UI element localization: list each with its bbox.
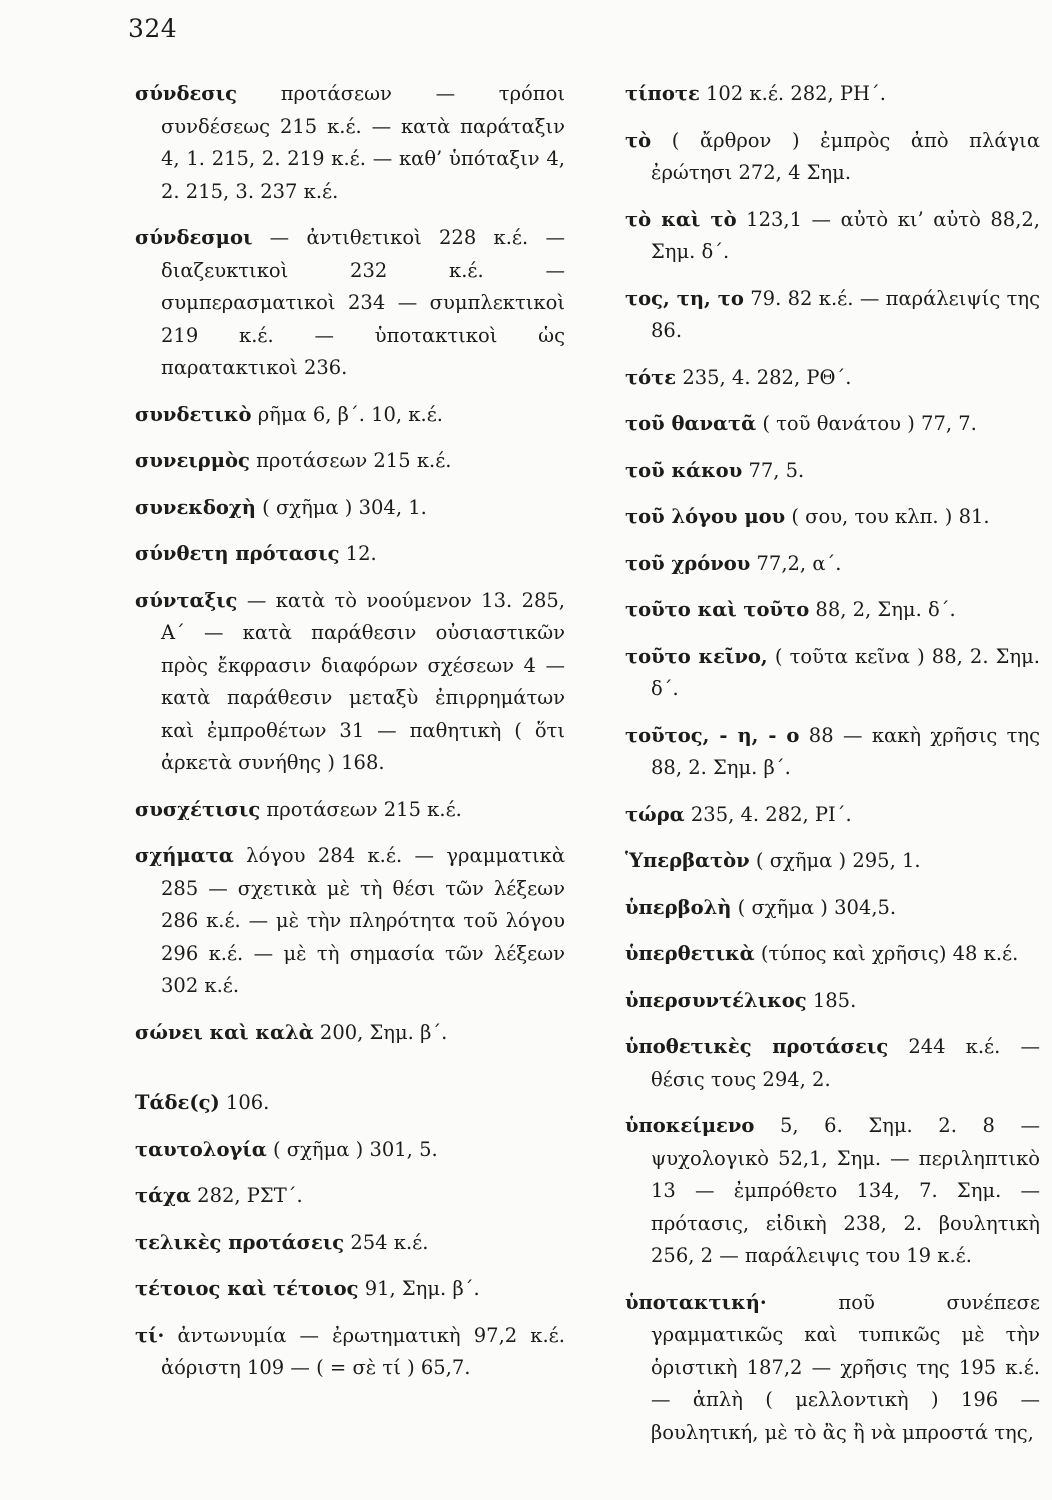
- index-column-left: [135, 78, 565, 1399]
- entry-text: ( σχῆμα ) 301, 5.: [272, 1137, 438, 1161]
- index-entry: [625, 455, 1040, 488]
- entry-lemma: τὸ καὶ τὸ: [625, 207, 737, 231]
- section-gap: [135, 1063, 565, 1087]
- index-entry: [135, 1273, 565, 1306]
- entry-text: 77,2, α΄.: [756, 551, 842, 575]
- entry-text: 91, Σημ. β΄.: [364, 1277, 480, 1300]
- index-entry: [625, 78, 1040, 111]
- entry-text: 235, 4. 282, ΡΙ΄.: [690, 802, 852, 826]
- index-entry: [135, 585, 565, 780]
- index-entry: [135, 222, 565, 385]
- entry-lemma: ὑποτακτική·: [625, 1290, 767, 1314]
- index-entry: [625, 985, 1040, 1018]
- entry-lemma: τοῦτο καὶ τοῦτο: [625, 598, 810, 621]
- entry-lemma: ὑπερσυντέλικος: [625, 988, 807, 1012]
- entry-lemma: τοῦτο κεῖνο,: [625, 644, 768, 668]
- entry-text: 123,1 — αὐτὸ κι’ αὐτὸ 88,2, Σημ. δ΄.: [651, 207, 1041, 263]
- entry-lemma: ὑπερβολὴ: [625, 895, 732, 919]
- index-entry: [135, 399, 565, 432]
- index-entry: [625, 892, 1040, 925]
- index-entry: [135, 538, 565, 571]
- entry-text: 254 κ.έ.: [350, 1230, 429, 1254]
- entry-lemma: τέτοιος καὶ τέτοιος: [135, 1277, 359, 1300]
- entry-lemma: ὑπερθετικὰ: [625, 942, 755, 965]
- entry-lemma: τελικὲς προτάσεις: [135, 1230, 345, 1254]
- entry-text: ποῦ συνέπεσε γραμματικῶς καὶ τυπικῶς μὲ τὴν ὁριστικὴ 187,2 — χρῆσις της 195 κ.έ. — ἁπλὴ ( μελλοντικὴ ) 196 — βουλητική, μὲ τὸ ἂς ἢ νὰ μπροστά της,: [651, 1290, 1040, 1444]
- entry-lemma: Τάδε(ς): [135, 1091, 220, 1114]
- entry-lemma: συνειρμὸς: [135, 449, 250, 472]
- entry-lemma: τος, τη, το: [625, 286, 744, 310]
- entry-lemma: τοῦ θανατᾶ: [625, 412, 757, 435]
- index-entry: [135, 78, 565, 208]
- index-entry: [135, 1087, 565, 1120]
- index-entry: [625, 641, 1040, 706]
- index-entry: [625, 720, 1040, 785]
- index-entry: [625, 548, 1040, 581]
- entry-lemma: τίποτε: [625, 82, 700, 105]
- index-entry: [625, 845, 1040, 878]
- entry-text: 12.: [345, 542, 377, 565]
- page-number: 324: [128, 14, 178, 43]
- index-entry: [625, 362, 1040, 395]
- entry-text: προτάσεων — τρόποι συνδέσεως 215 κ.έ. — κατὰ παράταξιν 4, 1. 215, 2. 219 κ.έ. — καθ’ ὑπόταξιν 4, 2. 215, 3. 237 κ.έ.: [161, 82, 565, 203]
- entry-lemma: συσχέτισις: [135, 797, 261, 821]
- index-entry: [135, 1320, 565, 1385]
- index-entry: [625, 501, 1040, 534]
- entry-text: ( τοῦ θανάτου ) 77, 7.: [762, 412, 977, 435]
- entry-lemma: συνδετικὸ: [135, 402, 252, 426]
- entry-text: ( τοῦτα κεῖνα ) 88, 2. Σημ. δ΄.: [651, 644, 1040, 700]
- entry-lemma: σύνδεσις: [135, 82, 237, 105]
- index-entry: [625, 799, 1040, 832]
- entry-lemma: τώρα: [625, 802, 685, 826]
- entry-text: 282, ΡΣΤ΄.: [197, 1184, 303, 1207]
- entry-lemma: τί·: [135, 1323, 165, 1347]
- entry-text: 77, 5.: [748, 458, 805, 482]
- index-entry: [135, 840, 565, 1003]
- index-entry: [625, 204, 1040, 269]
- index-entry: [625, 283, 1040, 348]
- entry-text: ( σου, του κλπ. ) 81.: [791, 505, 990, 528]
- index-entry: [625, 1031, 1040, 1096]
- entry-text: λόγου 284 κ.έ. — γραμματικὰ 285 — σχετικὰ μὲ τὴ θέσι τῶν λέξεων 286 κ.έ. — μὲ τὴν πληρότητα τοῦ λόγου 296 κ.έ. — μὲ τὴ σημασία τῶν λέξεων 302 κ.έ.: [161, 844, 565, 997]
- entry-lemma: τοῦ κάκου: [625, 458, 743, 482]
- index-entry: [625, 938, 1040, 971]
- entry-lemma: συνεκδοχὴ: [135, 495, 256, 519]
- entry-lemma: τοῦ χρόνου: [625, 551, 751, 575]
- entry-lemma: σύνδεσμοι: [135, 226, 253, 249]
- entry-text: 88 — κακὴ χρῆσις της 88, 2. Σημ. β΄.: [651, 723, 1041, 779]
- entry-text: — ἀντιθετικοὶ 228 κ.έ. — διαζευκτικοὶ 232 κ.έ. — συμπερασματικοὶ 234 — συμπλεκτικοὶ 219 κ.έ. — ὑποτακτικοὶ ὡς παρατακτικοὶ 236.: [161, 226, 565, 379]
- entry-text: προτάσεων 215 κ.έ.: [256, 449, 452, 472]
- entry-text: ( ἄρθρον ) ἐμπρὸς ἀπὸ πλάγια ἐρώτησι 272, 4 Σημ.: [651, 128, 1040, 184]
- entry-text: προτάσεων 215 κ.έ.: [266, 797, 462, 821]
- index-entry: [135, 1227, 565, 1260]
- index-entry: [625, 408, 1040, 441]
- entry-lemma: σώνει καὶ καλὰ: [135, 1020, 314, 1044]
- entry-lemma: τὸ: [625, 128, 652, 152]
- entry-text: ( σχῆμα ) 295, 1.: [755, 849, 921, 872]
- entry-lemma: τότε: [625, 365, 677, 389]
- entry-text: ἀντωνυμία — ἐρωτηματικὴ 97,2 κ.έ. ἀόριστη 109 — ( = σὲ τί ) 65,7.: [161, 1323, 565, 1379]
- entry-lemma: σχήματα: [135, 844, 234, 867]
- index-entry: [135, 1134, 565, 1167]
- entry-text: 244 κ.έ. — θέσις τους 294, 2.: [651, 1035, 1040, 1091]
- entry-lemma: τοῦτος, - η, - ο: [625, 723, 800, 747]
- entry-text: (τύπος καὶ χρῆσις) 48 κ.έ.: [760, 942, 1019, 965]
- entry-lemma: σύνταξις: [135, 588, 238, 612]
- entry-text: ρῆμα 6, β΄. 10, κ.έ.: [257, 402, 443, 426]
- index-entry: [625, 1110, 1040, 1273]
- index-entry: [625, 125, 1040, 190]
- entry-text: — κατὰ τὸ νοούμενον 13. 285, Α΄ — κατὰ παράθεσιν οὐσιαστικῶν πρὸς ἔκφρασιν διαφόρων σχέσεων 4 — κατὰ παράθεσιν μεταξὺ ἐπιρρημάτων καὶ ἐμπροθέτων 31 — παθητικὴ ( ὅτι ἀρκετὰ συνήθης ) 168.: [161, 588, 565, 774]
- entry-text: 5, 6. Σημ. 2. 8 — ψυχολογικὸ 52,1, Σημ. — περιληπτικὸ 13 — ἐμπρόθετο 134, 7. Σημ. — πρότασις, εἰδικὴ 238, 2. βουλητικὴ 256, 2 — παράλειψις του 19 κ.έ.: [651, 1114, 1040, 1267]
- entry-lemma: ὑποθετικὲς προτάσεις: [625, 1035, 889, 1058]
- entry-lemma: τοῦ λόγου μου: [625, 505, 786, 528]
- index-column-right: [625, 78, 1040, 1463]
- index-entry: [625, 594, 1040, 627]
- index-entry: [135, 492, 565, 525]
- index-entry: [135, 1017, 565, 1050]
- entry-text: 185.: [812, 988, 857, 1012]
- entry-lemma: Ὑπερβατὸν: [625, 849, 750, 872]
- entry-text: 88, 2, Σημ. δ΄.: [815, 598, 956, 621]
- entry-text: ( σχῆμα ) 304, 1.: [262, 495, 427, 519]
- index-entry: [135, 445, 565, 478]
- entry-text: 106.: [225, 1091, 270, 1114]
- entry-text: 79. 82 κ.έ. — παράλειψίς της 86.: [651, 286, 1040, 342]
- entry-lemma: τάχα: [135, 1184, 191, 1207]
- entry-text: 235, 4. 282, ΡΘ΄.: [682, 365, 852, 389]
- entry-lemma: ὑποκείμενο: [625, 1114, 755, 1137]
- entry-lemma: ταυτολογία: [135, 1137, 267, 1161]
- entry-text: 200, Σημ. β΄.: [319, 1020, 448, 1044]
- index-entry: [625, 1287, 1040, 1450]
- entry-text: 102 κ.έ. 282, ΡΗ΄.: [706, 82, 887, 105]
- index-entry: [135, 794, 565, 827]
- index-entry: [135, 1180, 565, 1213]
- entry-text: ( σχῆμα ) 304,5.: [737, 895, 897, 919]
- entry-lemma: σύνθετη πρότασις: [135, 542, 340, 565]
